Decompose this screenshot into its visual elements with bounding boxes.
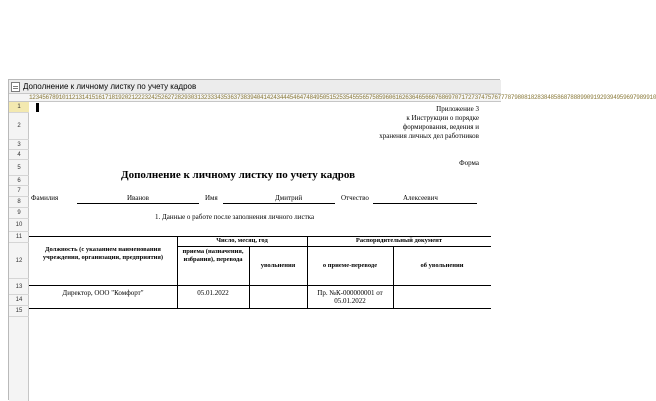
- patronymic-value: Алексеевич: [403, 194, 438, 202]
- col-order-hire-header: о приеме-переводе: [322, 262, 378, 269]
- row-numbers: [9, 102, 29, 401]
- row-number[interactable]: 1: [9, 102, 29, 113]
- appendix-line-2: к Инструкции о порядке: [406, 114, 479, 122]
- ruler-digits: 1234567891011213141516171819202122232425262728293031323334353637383940414243444546474849505152535455565758596061626364656667686970717273747576777879808182838485868788899091929394959697989910: [29, 94, 656, 101]
- surname-value: Иванов: [127, 194, 149, 202]
- table-header-bottom-border: [29, 285, 491, 286]
- name-label: Имя: [205, 194, 218, 202]
- name-underline: [223, 203, 335, 204]
- dates-group-header: Число, месяц, год: [216, 237, 268, 244]
- name-value: Дмитрий: [275, 194, 303, 202]
- row-number[interactable]: 2: [9, 113, 29, 140]
- appendix-line-3: формирования, ведения и: [402, 123, 479, 131]
- table-col-divider-4: [393, 246, 394, 308]
- row-number[interactable]: 6: [9, 176, 29, 186]
- col-order-dismissal-header: об увольнении: [420, 262, 464, 269]
- row-number[interactable]: 8: [9, 197, 29, 208]
- col-hire-header: приема (назначения, избрания), перевода: [182, 248, 244, 263]
- surname-label: Фамилия: [31, 194, 59, 202]
- document-window: [8, 79, 656, 400]
- appendix-line-4: хранения личных дел работников: [379, 132, 479, 140]
- row-number[interactable]: 13: [9, 279, 29, 295]
- window-titlebar[interactable]: [9, 80, 501, 94]
- patronymic-underline: [373, 203, 477, 204]
- row-number[interactable]: 14: [9, 295, 29, 306]
- patronymic-label: Отчество: [341, 194, 369, 202]
- col-position-header: Должность (с указанием наименования учреждения, организации, предприятия): [42, 246, 164, 261]
- row-number[interactable]: 12: [9, 243, 29, 279]
- document-title: Дополнение к личному листку по учету кадров: [121, 169, 356, 181]
- column-ruler[interactable]: [9, 94, 656, 102]
- row-number[interactable]: 9: [9, 208, 29, 219]
- cell-order-hire-line-2[interactable]: 05.01.2022: [334, 297, 366, 305]
- cell-cursor: [36, 103, 39, 112]
- table-subheader-border: [177, 246, 491, 247]
- cell-hire-date[interactable]: 05.01.2022: [197, 289, 229, 297]
- document-icon: [11, 82, 20, 92]
- surname-underline: [77, 203, 199, 204]
- row-number[interactable]: 4: [9, 150, 29, 160]
- cell-order-hire-line-1[interactable]: Пр. №К-000000001 от: [317, 289, 383, 297]
- row-number[interactable]: 11: [9, 232, 29, 243]
- row-number[interactable]: 7: [9, 186, 29, 197]
- form-label: Форма: [459, 159, 479, 167]
- row-number[interactable]: 3: [9, 140, 29, 150]
- row-number[interactable]: 15: [9, 306, 29, 317]
- table-col-divider-1: [177, 236, 178, 308]
- window-title: Дополнение к личному листку по учету кадров: [23, 82, 197, 91]
- table-bottom-border: [29, 308, 491, 309]
- col-dismissal-header: увольнения: [260, 262, 296, 269]
- order-group-header: Распорядительный документ: [355, 237, 443, 244]
- table-col-divider-2: [249, 246, 250, 308]
- row-number[interactable]: 10: [9, 219, 29, 232]
- cell-position[interactable]: Директор, ООО "Комфорт": [62, 289, 144, 297]
- spreadsheet-area[interactable]: [29, 102, 501, 401]
- appendix-line-1: Приложение 3: [436, 105, 479, 113]
- section-title: 1. Данные о работе после заполнения личного листка: [155, 213, 315, 221]
- row-number[interactable]: 5: [9, 160, 29, 176]
